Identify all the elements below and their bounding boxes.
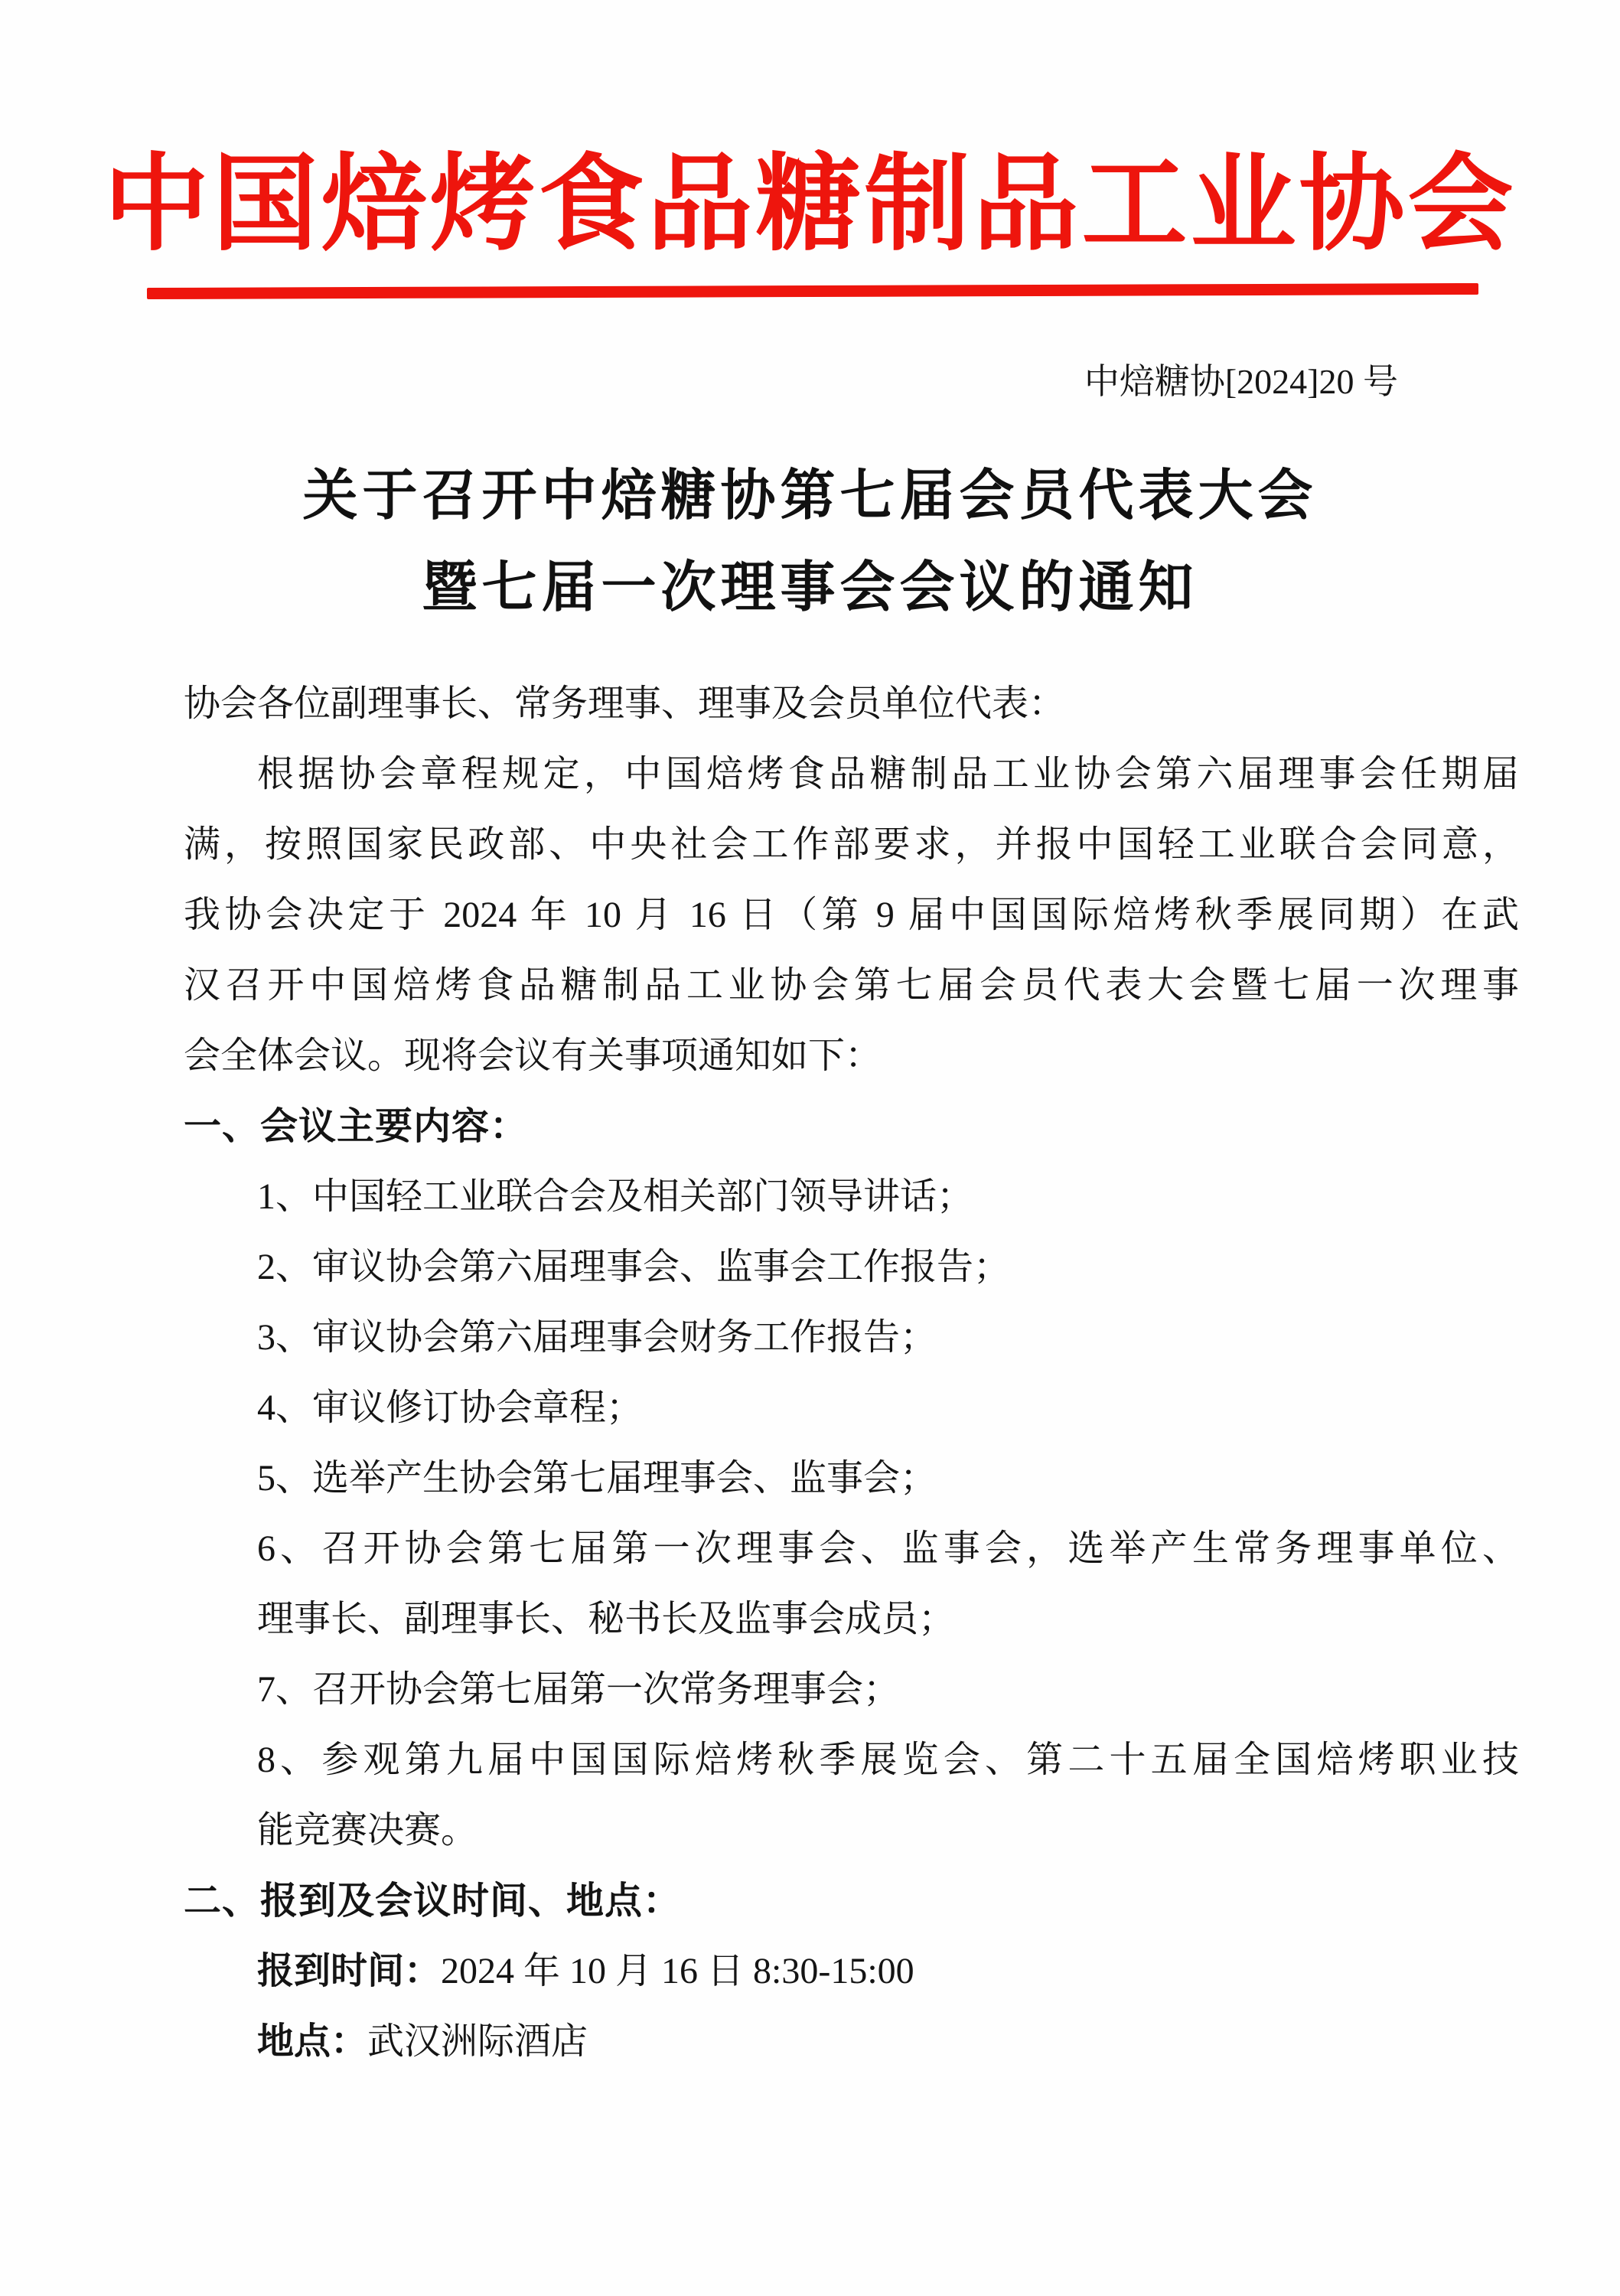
agenda-item-4: 4、审议修订协会章程； xyxy=(257,1388,644,1428)
agenda-item-8: 8、参观第九届中国国际焙烤秋季展览会、第二十五届全国焙烤职业技 xyxy=(257,1740,1519,1780)
association-letterhead-title: 中国焙烤食品糖制品工业协会 xyxy=(103,146,1517,263)
agenda-item-2: 2、审议协会第六届理事会、监事会工作报告； xyxy=(257,1247,1011,1287)
notice-title xyxy=(0,450,1620,634)
letterhead-divider-line xyxy=(147,283,1478,299)
venue-label: 地点： xyxy=(257,2021,368,2062)
agenda-item-5: 5、选举产生协会第七届理事会、监事会； xyxy=(257,1458,937,1499)
registration-time-label: 报到时间： xyxy=(257,1951,442,1991)
paragraph-line: 我协会决定于 2024 年 10 月 16 日（第 9 届中国国际焙烤秋季展同期）在武 xyxy=(184,895,1519,935)
venue-value: 武汉洲际酒店 xyxy=(367,2021,588,2062)
notice-title-line-2: 暨七届一次理事会会议的通知 xyxy=(422,557,1198,618)
agenda-item-3: 3、审议协会第六届理事会财务工作报告； xyxy=(257,1317,937,1358)
paragraph-line: 满，按照国家民政部、中央社会工作部要求，并报中国轻工业联合会同意， xyxy=(184,824,1519,865)
section-2-heading: 二、报到及会议时间、地点： xyxy=(184,1880,682,1922)
paragraph-line: 会全体会议。现将会议有关事项通知如下： xyxy=(184,1035,882,1076)
document-reference-number: 中焙糖协[2024]20 号 xyxy=(1084,362,1398,401)
section-1-heading: 一、会议主要内容： xyxy=(184,1106,529,1147)
paragraph-line: 根据协会章程规定，中国焙烤食品糖制品工业协会第六届理事会任期届 xyxy=(257,754,1519,794)
salutation: 协会各位副理事长、常务理事、理事及会员单位代表： xyxy=(184,683,1066,724)
registration-time-value: 2024 年 10 月 16 日 8:30-15:00 xyxy=(441,1951,914,1991)
paragraph-line: 汉召开中国焙烤食品糖制品工业协会第七届会员代表大会暨七届一次理事 xyxy=(184,965,1519,1006)
agenda-item-6-continued: 理事长、副理事长、秘书长及监事会成员； xyxy=(257,1599,956,1639)
venue-line xyxy=(184,2007,1519,2077)
registration-time-line xyxy=(184,1936,1519,2007)
notice-title-line-1: 关于召开中焙糖协第七届会员代表大会 xyxy=(302,465,1318,527)
agenda-item-1: 1、中国轻工业联合会及相关部门领导讲话； xyxy=(257,1176,974,1217)
agenda-item-7: 7、召开协会第七届第一次常务理事会； xyxy=(257,1669,901,1710)
agenda-item-6: 6、召开协会第七届第一次理事会、监事会，选举产生常务理事单位、 xyxy=(257,1528,1519,1569)
notice-body xyxy=(184,669,1519,2077)
agenda-item-8-continued: 能竞赛决赛。 xyxy=(257,1810,478,1851)
